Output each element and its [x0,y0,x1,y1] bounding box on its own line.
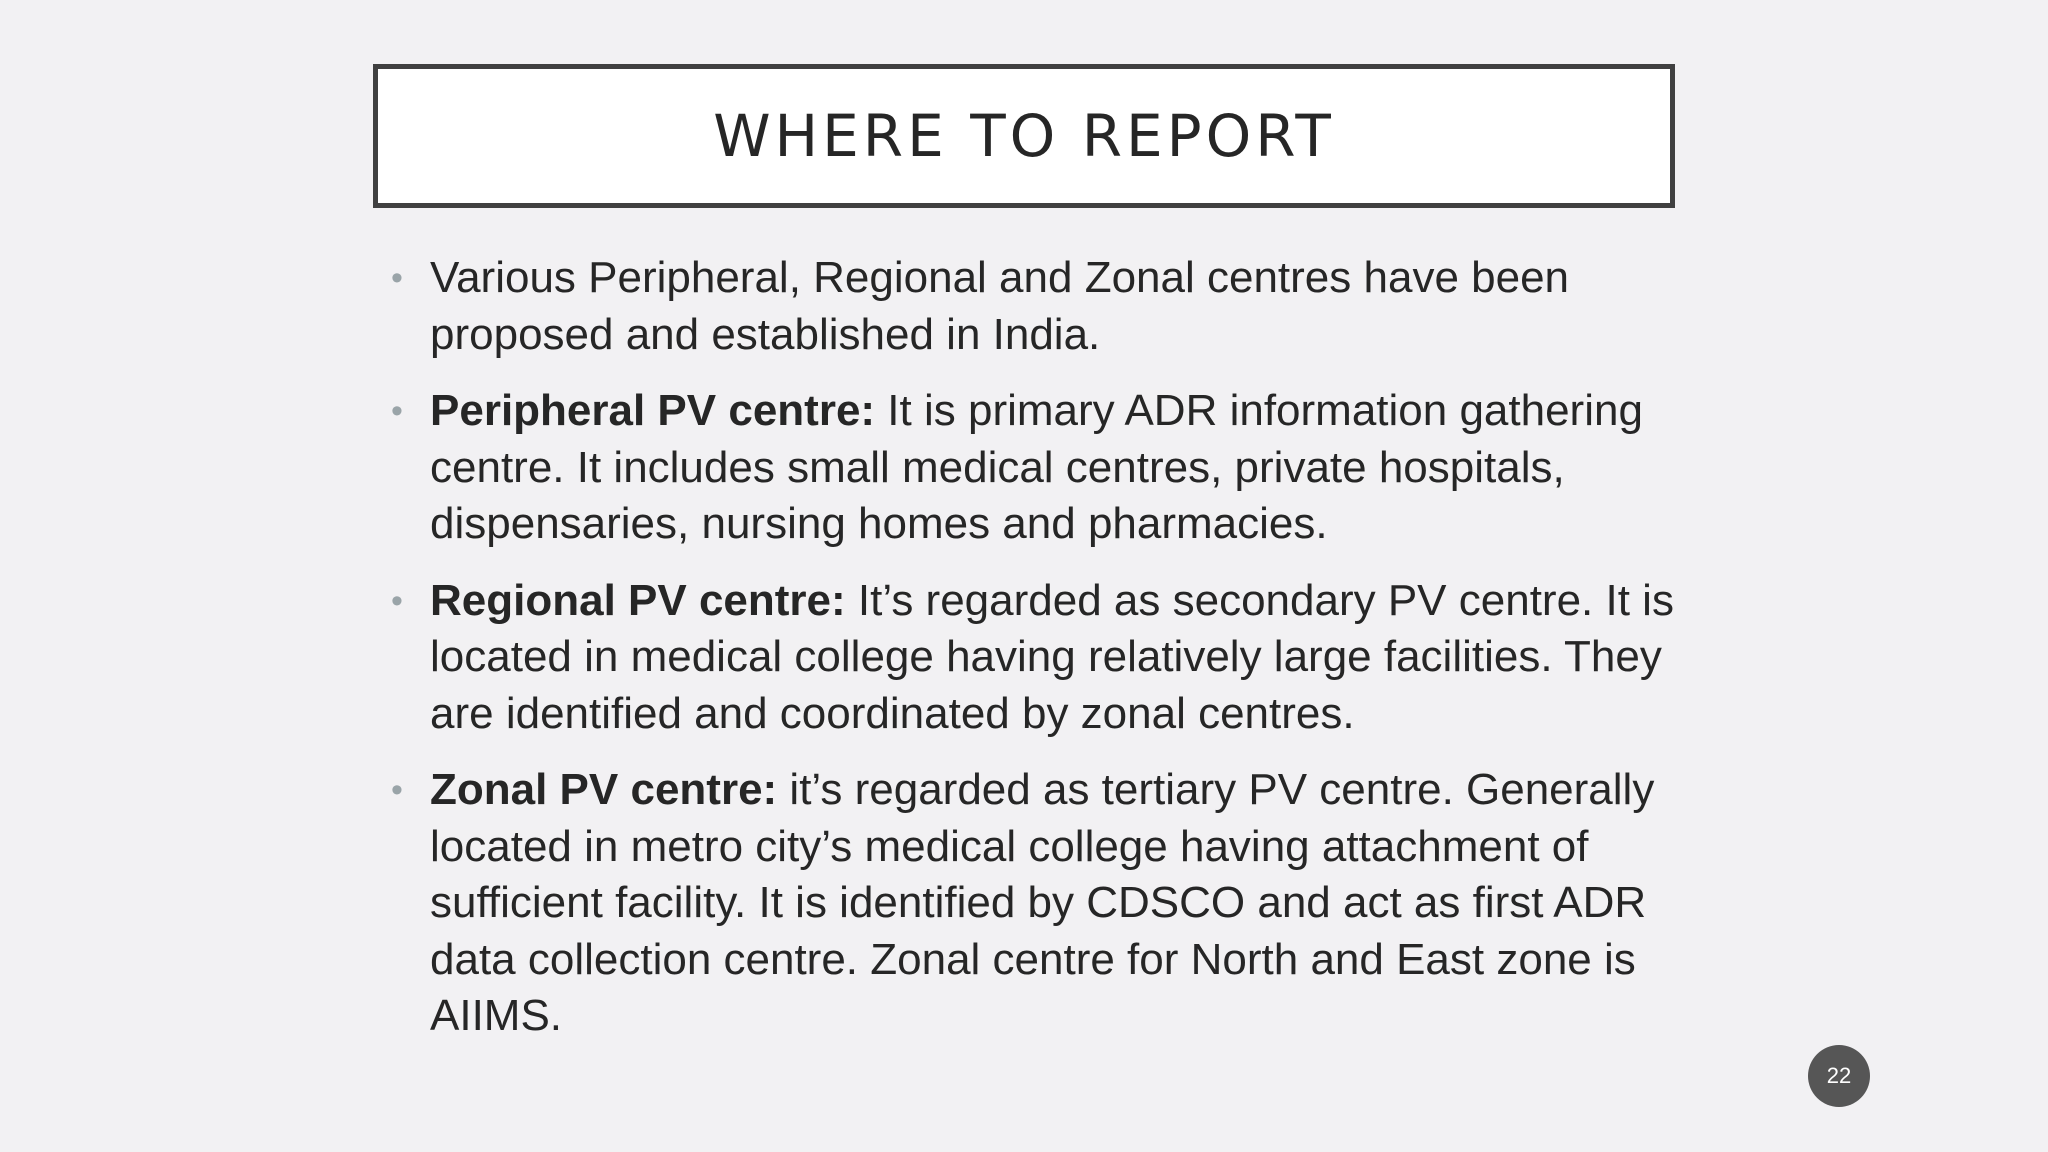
bullet-item-regional [388,573,1688,743]
bullet-item-zonal [388,762,1688,1045]
bullet-list [388,250,1688,1065]
bullet-label: Regional PV centre: [430,575,846,625]
page-number-badge: 22 [1808,1045,1870,1107]
bullet-dot-icon: • [391,392,403,430]
bullet-text: it’s regarded as tertiary PV centre. Generally located in metro city’s medical college having attachment of sufficient facility. It is identified by CDSCO and act as first ADR data collection centre. Zonal centre for North and East zone is AIIMS. [430,765,1655,1040]
bullet-item-peripheral [388,383,1688,553]
bullet-label: Zonal PV centre: [430,765,778,814]
bullet-dot-icon: • [391,581,403,620]
slide-title: WHERE TO REPORT [713,102,1335,170]
bullet-label: Peripheral PV centre: [430,386,876,435]
bullet-item-overview [388,250,1688,363]
bullet-dot-icon: • [391,259,403,297]
bullet-dot-icon: • [391,771,403,809]
bullet-text: It is primary ADR information gathering centre. It includes small medical centres, private hospitals, dispensaries, nursing homes and pharmacies. [430,386,1643,548]
bullet-text: Various Peripheral, Regional and Zonal centres have been proposed and established in India. [430,253,1570,359]
bullet-text: It’s regarded as secondary PV centre. It is located in medical college having relatively large facilities. They are identified and coordinated by zonal centres. [430,575,1674,738]
title-box [373,64,1675,208]
